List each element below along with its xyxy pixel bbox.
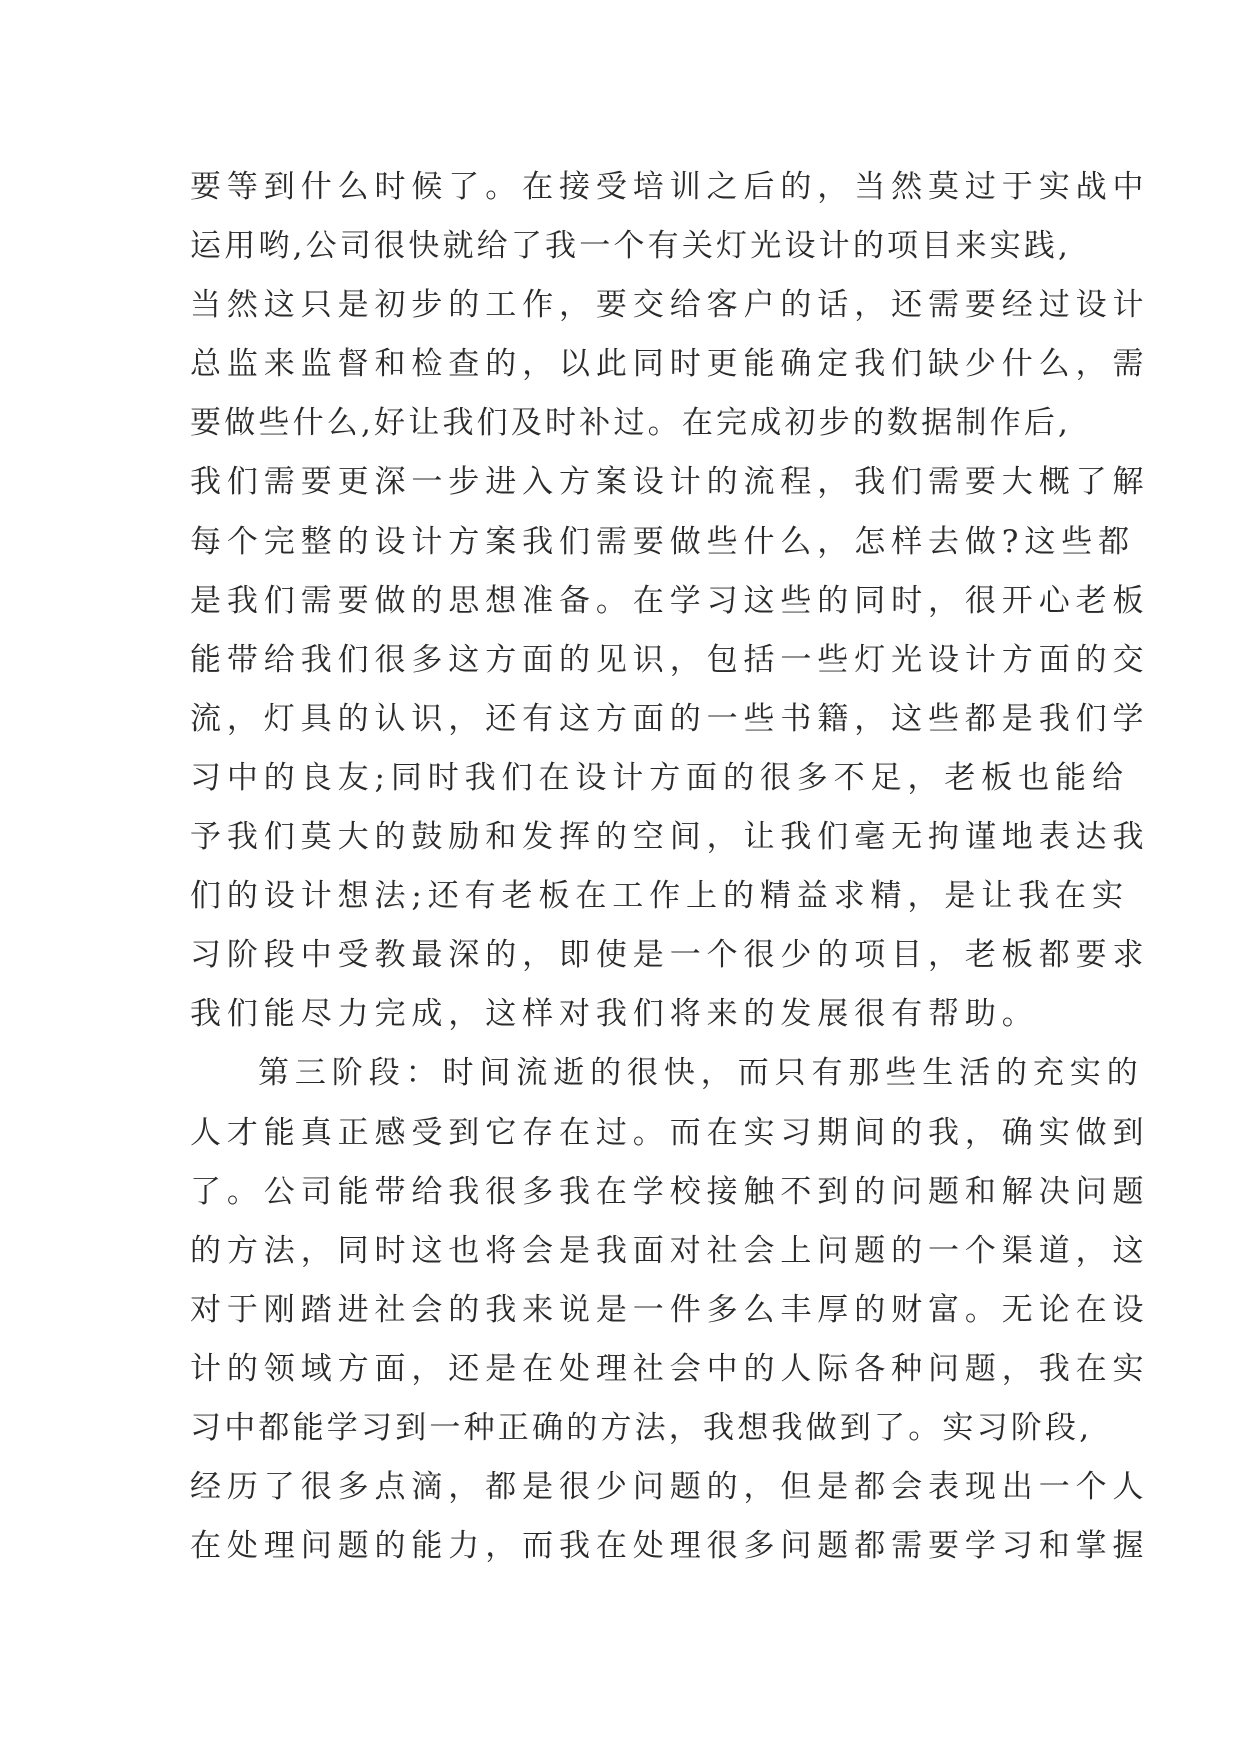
text-line: 要做些什么,好让我们及时补过。在完成初步的数据制作后,: [190, 405, 1072, 442]
text-line: 我们需要更深一步进入方案设计的流程，我们需要大概了解: [190, 464, 1150, 501]
text-line: 是我们需要做的思想准备。在学习这些的同时，很开心老板: [190, 582, 1150, 619]
text-line: 计的领域方面，还是在处理社会中的人际各种问题，我在实: [190, 1350, 1150, 1387]
text-line: 了。公司能带给我很多我在学校接触不到的问题和解决问题: [190, 1173, 1150, 1210]
text-line: 人才能真正感受到它存在过。而在实习期间的我，确实做到: [190, 1114, 1150, 1151]
text-line: 习中都能学习到一种正确的方法，我想我做到了。实习阶段,: [190, 1409, 1093, 1446]
text-line: 当然这只是初步的工作，要交给客户的话，还需要经过设计: [190, 287, 1150, 324]
text-line: 在处理问题的能力，而我在处理很多问题都需要学习和掌握: [190, 1528, 1150, 1565]
text-line: 要等到什么时候了。在接受培训之后的，当然莫过于实战中: [190, 169, 1150, 205]
text-line: 习中的良友;同时我们在设计方面的很多不足，老板也能给: [190, 759, 1129, 796]
text-line: 的方法，同时这也将会是我面对社会上问题的一个渠道，这: [190, 1232, 1150, 1269]
text-line: 每个完整的设计方案我们需要做些什么，怎样去做?这些都: [190, 523, 1136, 560]
body-text: [190, 158, 1150, 1576]
text-line: 予我们莫大的鼓励和发挥的空间，让我们毫无拘谨地表达我: [190, 819, 1150, 856]
text-line: 对于刚踏进社会的我来说是一件多么丰厚的财富。无论在设: [190, 1291, 1150, 1328]
text-line: 我们能尽力完成，这样对我们将来的发展很有帮助。: [190, 996, 1039, 1033]
text-line: 习阶段中受教最深的，即使是一个很少的项目，老板都要求: [190, 937, 1150, 974]
text-line: 流，灯具的认识，还有这方面的一些书籍，这些都是我们学: [190, 700, 1150, 737]
text-line: 运用哟,公司很快就给了我一个有关灯光设计的项目来实践,: [190, 228, 1072, 265]
text-line: 们的设计想法;还有老板在工作上的精益求精，是让我在实: [190, 878, 1129, 915]
text-line: 经历了很多点滴，都是很少问题的，但是都会表现出一个人: [190, 1469, 1150, 1506]
text-line: 能带给我们很多这方面的见识，包括一些灯光设计方面的交: [190, 641, 1150, 678]
text-line: 总监来监督和检查的，以此同时更能确定我们缺少什么，需: [190, 346, 1150, 383]
paragraph-first-line: 第三阶段：时间流逝的很快，而只有那些生活的充实的: [258, 1055, 1144, 1092]
